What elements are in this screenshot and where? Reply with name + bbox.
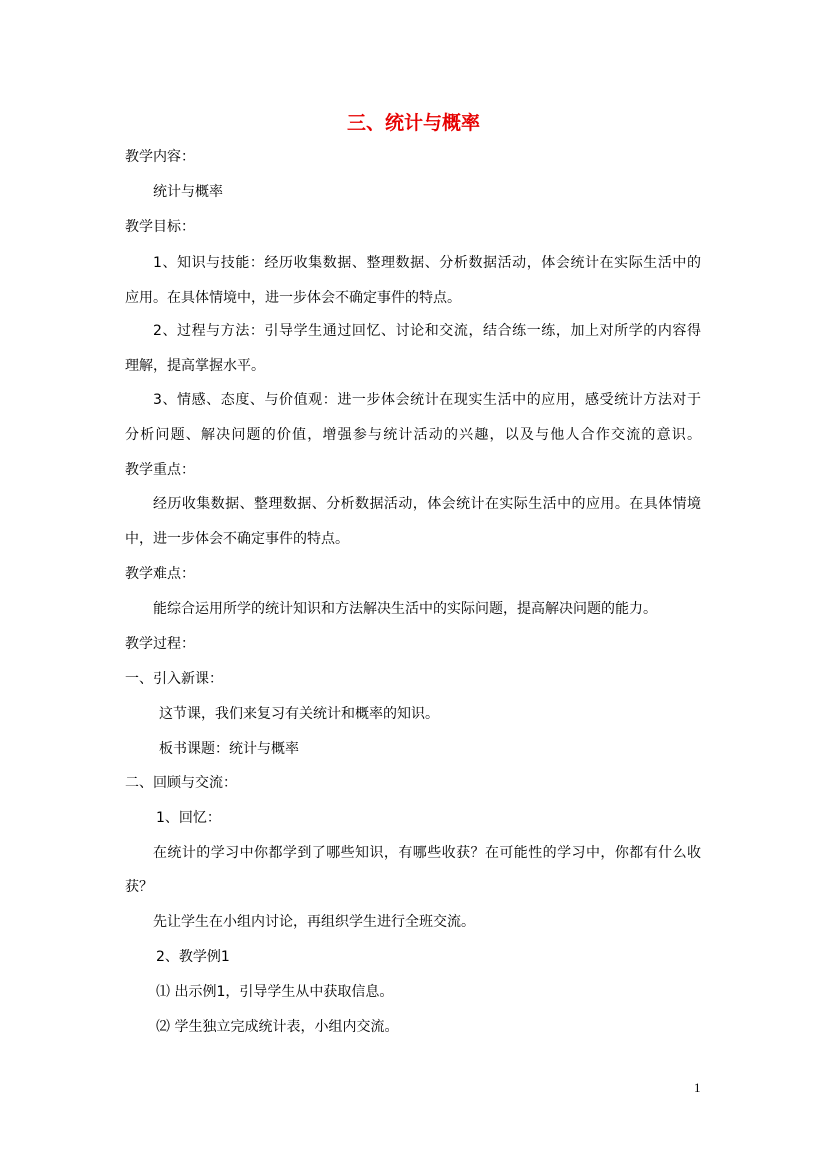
page-number: 1 xyxy=(694,1080,701,1095)
paragraph-line: 统计与概率 xyxy=(153,184,223,200)
paragraph-line: 应用。在具体情境中，进一步体会不确定事件的特点。 xyxy=(125,290,461,306)
paragraph-line: 1、知识与技能：经历收集数据、整理数据、分析数据活动，体会统计在实际生活中的 xyxy=(153,255,701,271)
paragraph-line: 理解，提高掌握水平。 xyxy=(125,358,265,374)
paragraph-line: 板书课题：统计与概率 xyxy=(159,741,299,757)
section-heading-review: 二、回顾与交流： xyxy=(125,775,237,791)
paragraph-line: 先让学生在小组内讨论，再组织学生进行全班交流。 xyxy=(153,914,475,930)
subsection-heading: 2、教学例1 xyxy=(156,949,230,965)
paragraph-line: 这节课，我们来复习有关统计和概率的知识。 xyxy=(159,706,439,722)
paragraph-line: 中，进一步体会不确定事件的特点。 xyxy=(125,531,349,547)
section-heading-process: 教学过程： xyxy=(125,636,195,652)
section-heading-introduction: 一、引入新课： xyxy=(125,671,223,687)
document-title: 三、统计与概率 xyxy=(346,112,480,134)
list-item: ⑵ 学生独立完成统计表，小组内交流。 xyxy=(156,1019,399,1035)
paragraph-line: 获？ xyxy=(125,879,153,895)
subsection-heading: 1、回忆： xyxy=(156,810,221,826)
section-heading-objectives: 教学目标： xyxy=(125,219,195,235)
section-heading-key-points: 教学重点： xyxy=(125,462,195,478)
paragraph-line: 经历收集数据、整理数据、分析数据活动，体会统计在实际生活中的应用。在具体情境 xyxy=(153,496,701,512)
paragraph-line: 分析问题、解决问题的价值，增强参与统计活动的兴趣，以及与他人合作交流的意识。 xyxy=(125,427,701,443)
paragraph-line: 2、过程与方法：引导学生通过回忆、讨论和交流，结合练一练，加上对所学的内容得 xyxy=(153,323,701,339)
paragraph-line: 能综合运用所学的统计知识和方法解决生活中的实际问题，提高解决问题的能力。 xyxy=(153,601,657,617)
paragraph-line: 3、情感、态度、与价值观：进一步体会统计在现实生活中的应用，感受统计方法对于 xyxy=(153,392,701,408)
list-item: ⑴ 出示例1，引导学生从中获取信息。 xyxy=(156,984,394,1000)
paragraph-line: 在统计的学习中你都学到了哪些知识，有哪些收获？在可能性的学习中，你都有什么收 xyxy=(153,845,701,861)
section-heading-content: 教学内容： xyxy=(125,149,195,165)
section-heading-difficulties: 教学难点： xyxy=(125,566,195,582)
